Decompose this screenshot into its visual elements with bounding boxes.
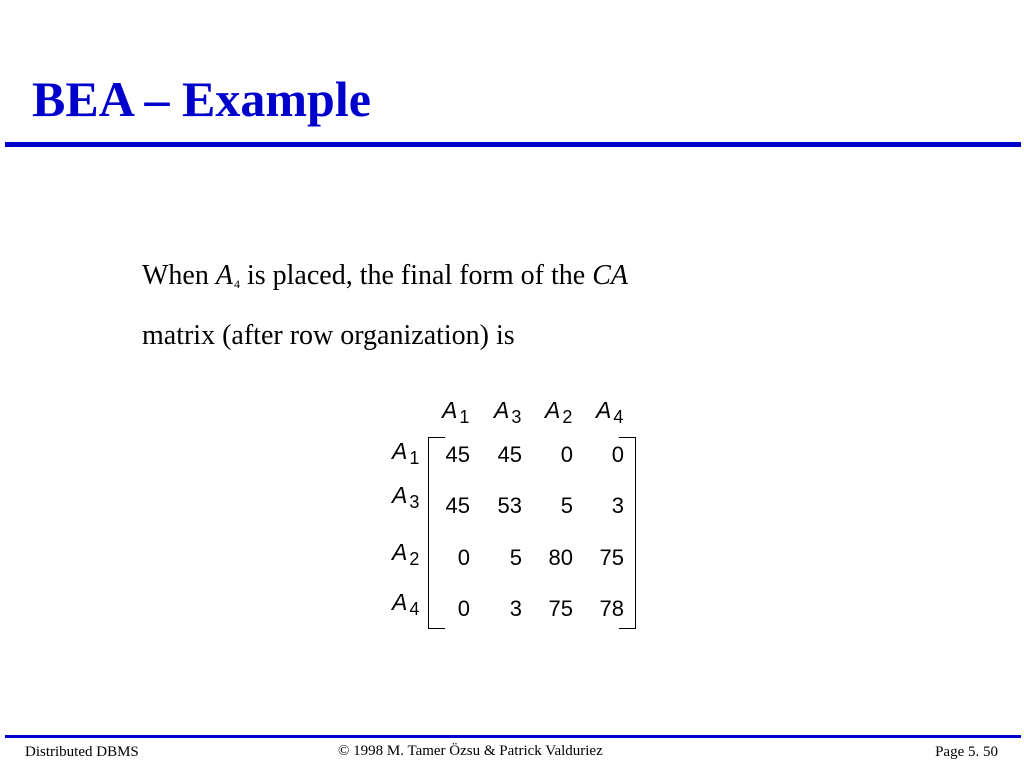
matrix-cell: 53 [497, 493, 522, 518]
column-header-label [494, 397, 522, 427]
footer-page-number: Page 5. 50 [935, 744, 998, 760]
body-text-prefix: When [142, 260, 216, 291]
body-text-line2: matrix (after row organization) is [142, 320, 515, 351]
footer-copyright: © 1998 M. Tamer Özsu & Patrick Valduriez [338, 743, 603, 759]
matrix-cell: 0 [560, 442, 573, 467]
matrix-cell: 5 [509, 545, 522, 570]
column-header-label [545, 397, 573, 427]
matrix-cell: 75 [599, 545, 624, 570]
matrix-cell: 78 [599, 596, 624, 621]
attribute-letter: A [596, 397, 612, 423]
attribute-letter: A [494, 397, 510, 423]
matrix-cell: 45 [445, 493, 470, 518]
variable-ca: CA [592, 260, 628, 291]
attribute-letter: A [392, 589, 408, 615]
row-header-label [392, 589, 420, 619]
row-header-label [392, 539, 420, 569]
attribute-letter: A [392, 539, 408, 565]
row-header-label [392, 438, 420, 468]
body-paragraph [142, 250, 902, 362]
matrix-cell: 3 [611, 493, 624, 518]
matrix-cell: 75 [548, 596, 573, 621]
column-header-label [596, 397, 624, 427]
matrix-cell: 3 [509, 596, 522, 621]
variable-a: A [215, 260, 233, 291]
attribute-subscript: 3 [511, 407, 522, 427]
footer-course-name: Distributed DBMS [25, 744, 139, 760]
matrix-cell: 80 [548, 545, 573, 570]
attribute-letter: A [442, 397, 458, 423]
attribute-subscript: 4 [409, 599, 420, 619]
attribute-subscript: 1 [409, 448, 420, 468]
attribute-subscript: 1 [459, 407, 470, 427]
matrix-cell: 45 [497, 442, 522, 467]
row-header-label [392, 482, 420, 512]
column-header-label [442, 397, 470, 427]
slide-title: BEA – Example [32, 71, 371, 127]
attribute-subscript: 2 [409, 549, 420, 569]
body-text-middle: is placed, the final form of the [239, 260, 593, 291]
attribute-subscript: 2 [562, 407, 573, 427]
attribute-letter: A [545, 397, 561, 423]
matrix-cell: 0 [611, 442, 624, 467]
attribute-letter: A [392, 438, 408, 464]
variable-a-subscript: 4 [233, 277, 240, 291]
matrix-cell: 0 [457, 596, 470, 621]
ca-matrix [385, 392, 645, 642]
title-underline-rule [5, 142, 1021, 147]
footer-rule [5, 735, 1021, 738]
attribute-subscript: 4 [613, 407, 624, 427]
matrix-cell: 5 [560, 493, 573, 518]
matrix-cell: 45 [445, 442, 470, 467]
attribute-subscript: 3 [409, 492, 420, 512]
matrix-cell: 0 [457, 545, 470, 570]
attribute-letter: A [392, 482, 408, 508]
